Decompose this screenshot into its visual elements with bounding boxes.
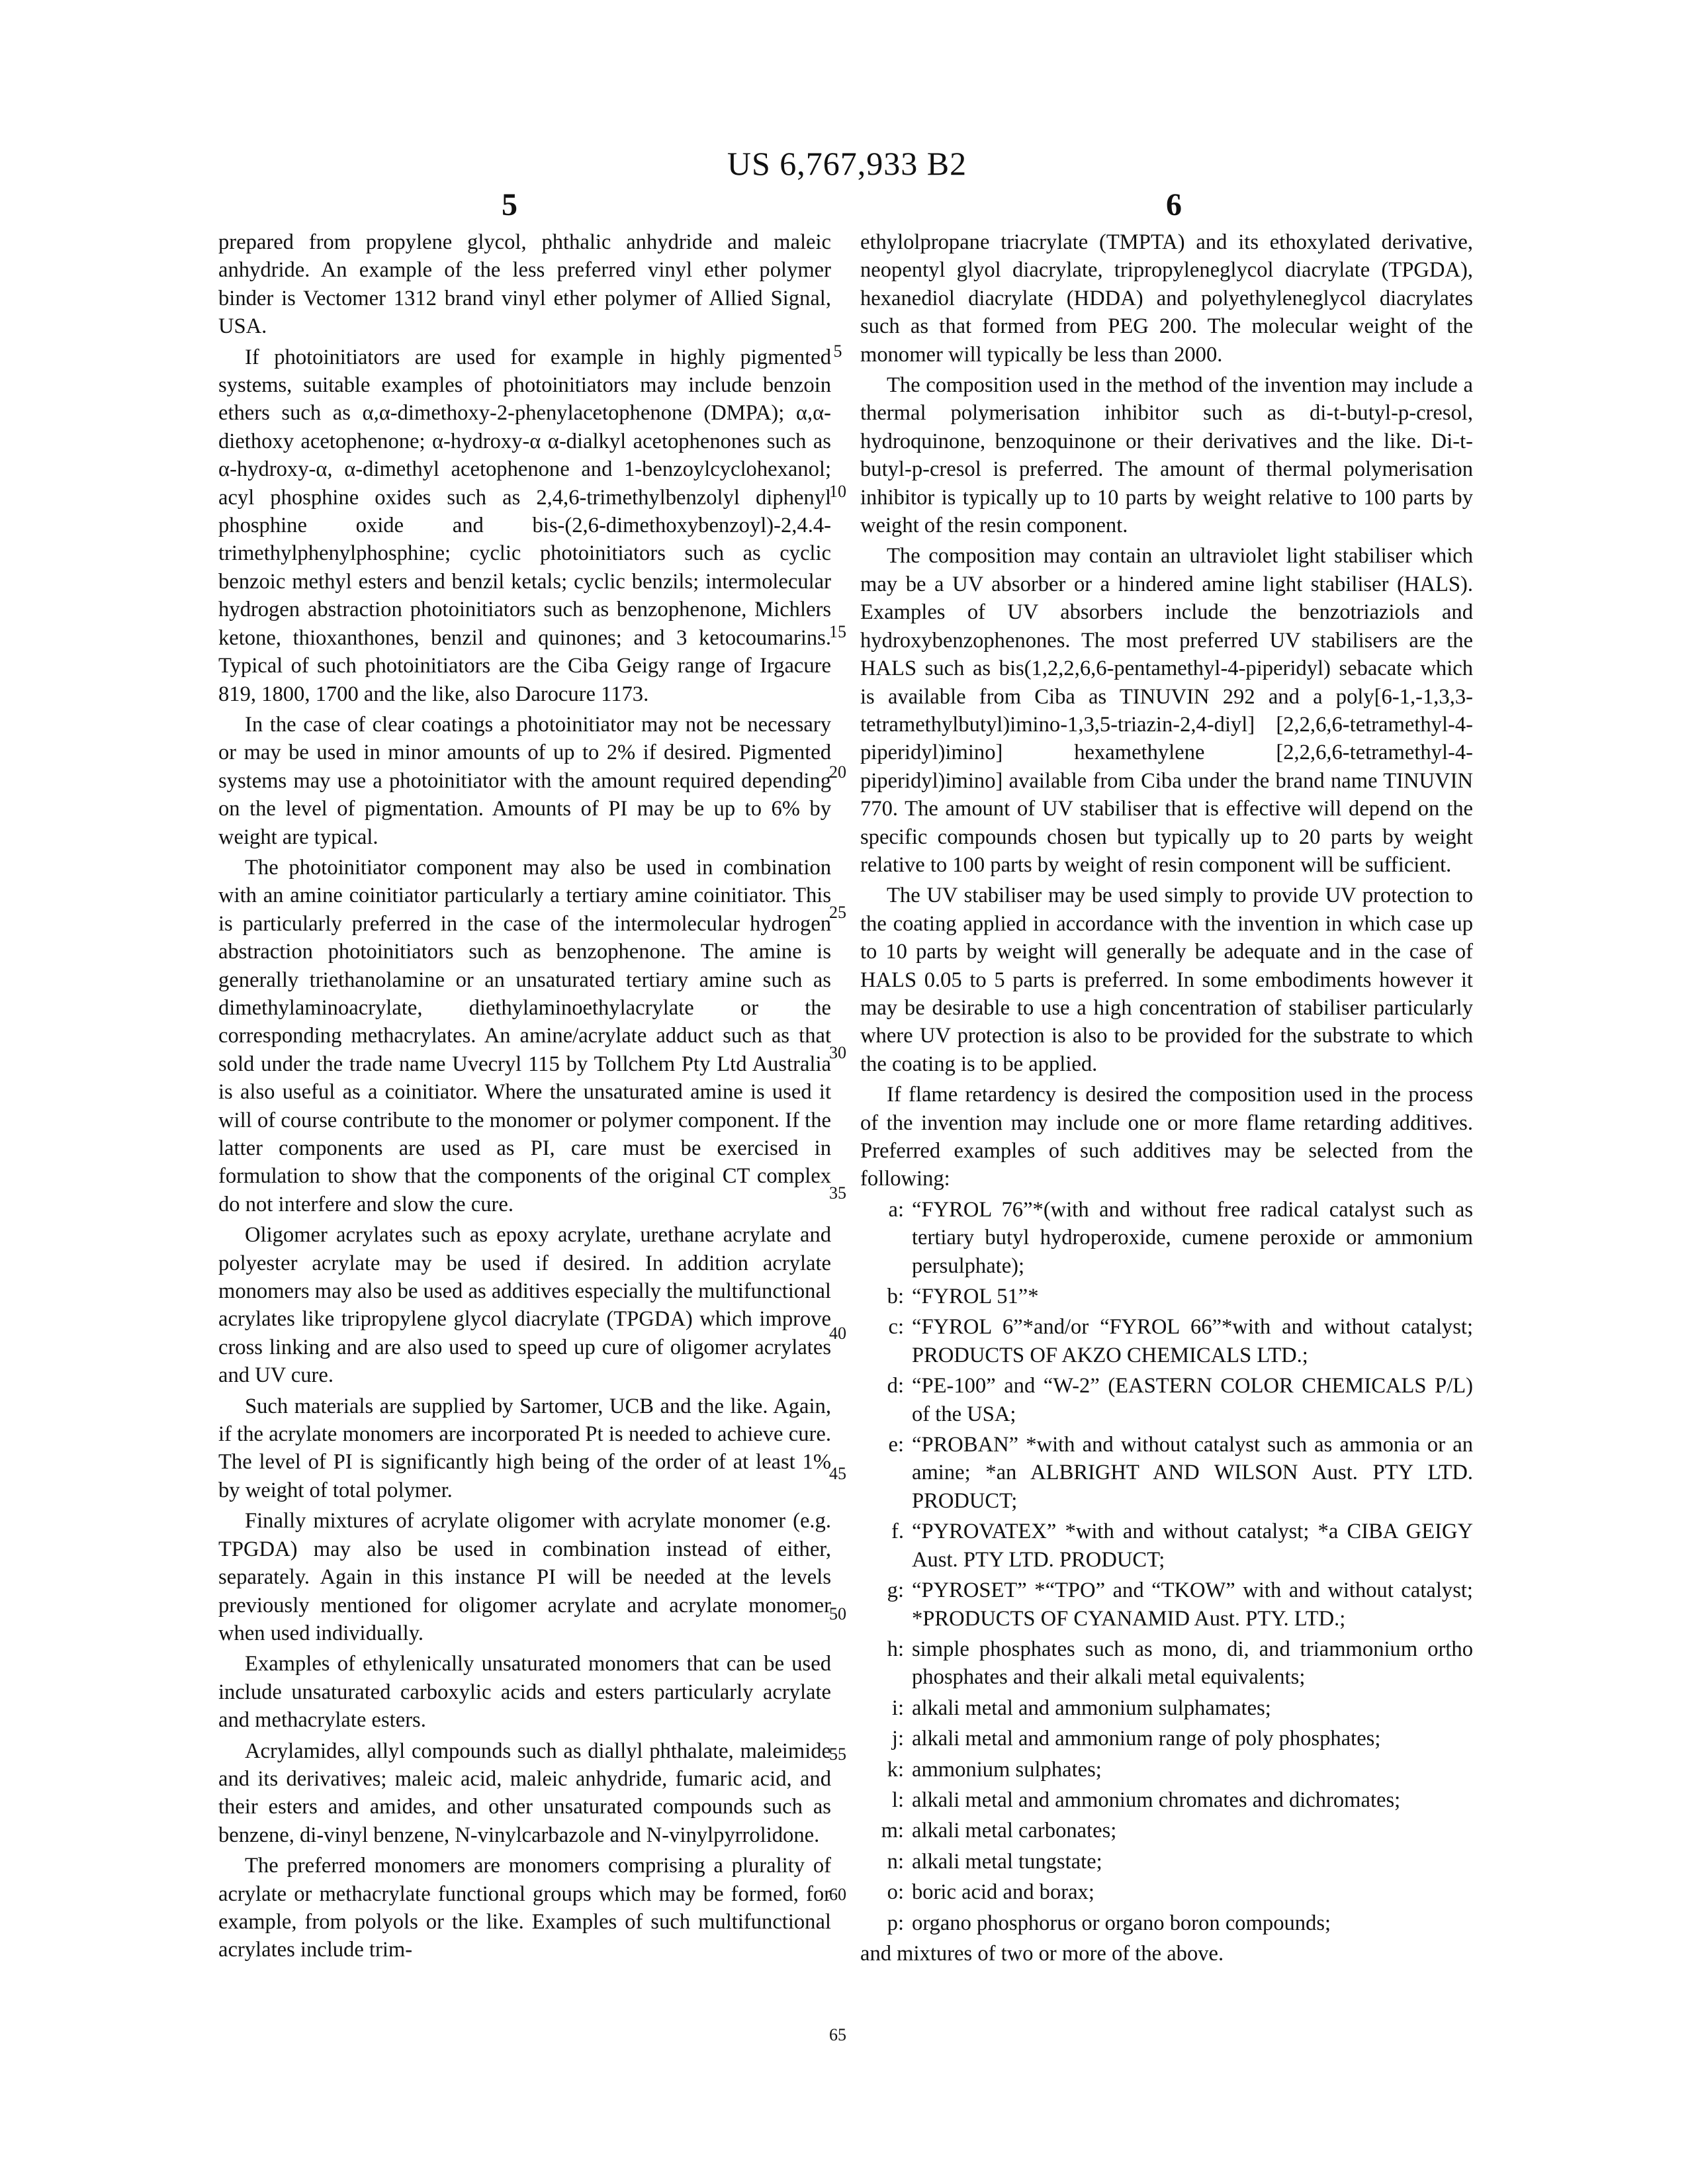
line-number: 35 (821, 1183, 854, 1203)
line-number: 20 (821, 762, 854, 782)
list-text: “PYROSET” *“TPO” and “TKOW” with and without catalyst; *PRODUCTS OF CYANAMID Aust. PTY. LTD.; (912, 1576, 1473, 1633)
list-text: boric acid and borax; (912, 1878, 1473, 1906)
list-item (860, 1313, 1473, 1369)
list-label: l: (860, 1786, 912, 1814)
list-text: “PYROVATEX” *with and without catalyst; *a CIBA GEIGY Aust. PTY LTD. PRODUCT; (912, 1518, 1473, 1574)
column-number-left: 5 (502, 187, 517, 223)
patent-number: US 6,767,933 B2 (0, 144, 1694, 183)
list-label: b: (860, 1283, 912, 1310)
list-text: ammonium sulphates; (912, 1756, 1473, 1784)
list-label: p: (860, 1909, 912, 1937)
paragraph: Acrylamides, allyl compounds such as diallyl phthalate, maleimide and its derivatives; maleic acid, maleic anhydride, fumaric acid, and their esters and amides, and other unsaturated compounds such as benzene, di-vinyl benzene, N-vinylcarbazole and N-vinylpyrrolidone. (218, 1737, 831, 1850)
list-item (860, 1576, 1473, 1633)
list-item (860, 1725, 1473, 1752)
paragraph: Examples of ethylenically unsaturated monomers that can be used include unsaturated carboxylic acids and esters particularly acrylate and methacrylate esters. (218, 1650, 831, 1734)
paragraph: The composition used in the method of the invention may include a thermal polymerisation inhibitor such as di-t-butyl-p-cresol, hydroquinone, benzoquinone or their derivatives and the like. Di-t-butyl-p-cresol is preferred. The amount of thermal polymerisation inhibitor is typically up to 10 parts by weight relative to 100 parts by weight of the resin component. (860, 371, 1473, 539)
list-label: a: (860, 1196, 912, 1280)
list-item (860, 1878, 1473, 1906)
list-label: i: (860, 1694, 912, 1722)
list-text: alkali metal and ammonium range of poly phosphates; (912, 1725, 1473, 1752)
list-label: o: (860, 1878, 912, 1906)
paragraph: In the case of clear coatings a photoinitiator may not be necessary or may be used in minor amounts of up to 2% if desired. Pigmented systems may use a photoinitiator with the amount required depending on the level of pigmentation. Amounts of PI may be up to 6% by weight are typical. (218, 711, 831, 851)
list-label: k: (860, 1756, 912, 1784)
list-item (860, 1909, 1473, 1937)
line-number: 15 (821, 622, 854, 642)
closing-line: and mixtures of two or more of the above. (860, 1940, 1473, 1968)
list-label: g: (860, 1576, 912, 1633)
list-label: j: (860, 1725, 912, 1752)
list-label: m: (860, 1817, 912, 1844)
list-text: alkali metal tungstate; (912, 1848, 1473, 1876)
list-text: “FYROL 51”* (912, 1283, 1473, 1310)
paragraph: The preferred monomers are monomers comprising a plurality of acrylate or methacrylate functional groups which may be formed, for example, from polyols or the like. Examples of such multifunctional acrylates include trim- (218, 1852, 831, 1964)
list-item (860, 1635, 1473, 1692)
paragraph: prepared from propylene glycol, phthalic anhydride and maleic anhydride. An example of the less preferred vinyl ether polymer binder is Vectomer 1312 brand vinyl ether polymer of Allied Signal, USA. (218, 228, 831, 341)
line-number: 5 (821, 341, 854, 361)
paragraph: The composition may contain an ultraviolet light stabiliser which may be a UV absorber or a hindered amine light stabiliser (HALS). Examples of UV absorbers include the benzotriaziols and hydroxybenzophenones. The most preferred UV stabilisers are the HALS such as bis(1,2,2,6,6-pentamethyl-4-piperidyl) sebacate which is available from Ciba as TINUVIN 292 and a poly[6-1,-1,3,3-tetramethylbutyl)imino-1,3,5-triazin-2,4-diyl] [2,2,6,6-tetramethyl-4-piperidyl)imino] hexamethylene [2,2,6,6-tetramethyl-4-piperidyl)imino] available from Ciba under the brand name TINUVIN 770. The amount of UV stabiliser that is effective will depend on the specific compounds chosen but typically up to 20 parts by weight relative to 100 parts by weight of resin component will be sufficient. (860, 542, 1473, 879)
list-item (860, 1848, 1473, 1876)
list-text: “PE-100” and “W-2” (EASTERN COLOR CHEMICALS P/L) of the USA; (912, 1372, 1473, 1428)
list-item (860, 1431, 1473, 1515)
list-label: e: (860, 1431, 912, 1515)
paragraph: The photoinitiator component may also be used in combination with an amine coinitiator particularly a tertiary amine coinitiator. This is particularly preferred in the case of the intermolecular hydrogen abstraction photoinitiators such as benzophenone. The amine is generally triethanolamine or an unsaturated tertiary amine such as dimethylaminoacrylate, diethylaminoethylacrylate or the corresponding methacrylates. An amine/acrylate adduct such as that sold under the trade name Uvecryl 115 by Tollchem Pty Ltd Australia is also useful as a coinitiator. Where the unsaturated amine is used it will of course contribute to the monomer or polymer component. If the latter components are used as PI, care must be exercised in formulation to show that the components of the original CT complex do not interfere and slow the cure. (218, 854, 831, 1218)
column-number-right: 6 (1166, 187, 1182, 223)
line-number: 50 (821, 1604, 854, 1624)
line-number: 40 (821, 1324, 854, 1343)
line-number: 65 (821, 2025, 854, 2045)
line-number: 25 (821, 903, 854, 923)
list-text: alkali metal and ammonium sulphamates; (912, 1694, 1473, 1722)
list-item (860, 1196, 1473, 1280)
list-text: organo phosphorus or organo boron compounds; (912, 1909, 1473, 1937)
paragraph: If photoinitiators are used for example in highly pigmented systems, suitable examples of photoinitiators may include benzoin ethers such as α,α-dimethoxy-2-phenylacetophenone (DMPA); α,α-diethoxy acetophenone; α-hydroxy-α α-dialkyl acetophenones such as α-hydroxy-α, α-dimethyl acetophenone and 1-benzoylcyclohexanol; acyl phosphine oxides such as 2,4,6-trimethylbenzolyl diphenyl phosphine oxide and bis-(2,6-dimethoxybenzoyl)-2,4.4-trimethylphenylphosphine; cyclic photoinitiators such as cyclic benzoic methyl esters and benzil ketals; cyclic benzils; intermolecular hydrogen abstraction photoinitiators such as benzophenone, Michlers ketone, thioxanthones, benzil and quinones; and 3 ketocoumarins. Typical of such photoinitiators are the Ciba Geigy range of Irgacure 819, 1800, 1700 and the like, also Darocure 1173. (218, 343, 831, 708)
list-text: “PROBAN” *with and without catalyst such as ammonia or an amine; *an ALBRIGHT AND WILSON Aust. PTY LTD. PRODUCT; (912, 1431, 1473, 1515)
list-text: “FYROL 76”*(with and without free radical catalyst such as tertiary butyl hydroperoxide, cumene peroxide or ammonium persulphate); (912, 1196, 1473, 1280)
list-label: h: (860, 1635, 912, 1692)
list-text: simple phosphates such as mono, di, and triammonium ortho phosphates and their alkali metal equivalents; (912, 1635, 1473, 1692)
paragraph: ethylolpropane triacrylate (TMPTA) and its ethoxylated derivative, neopentyl glyol diacrylate, tripropyleneglycol diacrylate (TPGDA), hexanediol diacrylate (HDDA) and polyethyleneglycol diacrylates such as that formed from PEG 200. The molecular weight of the monomer will typically be less than 2000. (860, 228, 1473, 369)
list-label: n: (860, 1848, 912, 1876)
line-number: 30 (821, 1043, 854, 1063)
right-column (860, 228, 1473, 1970)
list-item (860, 1694, 1473, 1722)
paragraph: If flame retardency is desired the composition used in the process of the invention may include one or more flame retarding additives. Preferred examples of such additives may be selected from the following: (860, 1081, 1473, 1193)
list-label: d: (860, 1372, 912, 1428)
list-label: c: (860, 1313, 912, 1369)
line-number: 55 (821, 1745, 854, 1764)
list-label: f. (860, 1518, 912, 1574)
line-number: 45 (821, 1464, 854, 1484)
left-column (218, 228, 831, 1967)
list-item (860, 1817, 1473, 1844)
line-number: 10 (821, 482, 854, 502)
paragraph: The UV stabiliser may be used simply to provide UV protection to the coating applied in accordance with the invention in which case up to 10 parts by weight will generally be adequate and in the case of HALS 0.05 to 5 parts is preferred. In some embodiments however it may be desirable to use a high concentration of stabiliser particularly where UV protection is also to be provided for the substrate to which the coating is to be applied. (860, 882, 1473, 1078)
list-text: alkali metal and ammonium chromates and dichromates; (912, 1786, 1473, 1814)
list-item (860, 1283, 1473, 1310)
list-item (860, 1786, 1473, 1814)
list-text: alkali metal carbonates; (912, 1817, 1473, 1844)
list-item (860, 1756, 1473, 1784)
line-number: 60 (821, 1885, 854, 1905)
list-item (860, 1518, 1473, 1574)
paragraph: Such materials are supplied by Sartomer, UCB and the like. Again, if the acrylate monomers are incorporated Pt is needed to achieve cure. The level of PI is significantly high being of the order of at least 1% by weight of total polymer. (218, 1392, 831, 1505)
list-item (860, 1372, 1473, 1428)
paragraph: Oligomer acrylates such as epoxy acrylate, urethane acrylate and polyester acrylate may be used if desired. In addition acrylate monomers may also be used as additives especially the multifunctional acrylates like tripropylene glycol diacrylate (TPGDA) which improve cross linking and are also used to speed up cure of oligomer acrylates and UV cure. (218, 1221, 831, 1389)
paragraph: Finally mixtures of acrylate oligomer with acrylate monomer (e.g. TPGDA) may also be used in combination instead of either, separately. Again in this instance PI will be needed at the levels previously mentioned for oligomer acrylate and acrylate monomer when used individually. (218, 1507, 831, 1647)
flame-retardant-list (860, 1196, 1473, 1937)
list-text: “FYROL 6”*and/or “FYROL 66”*with and without catalyst; PRODUCTS OF AKZO CHEMICALS LTD.; (912, 1313, 1473, 1369)
